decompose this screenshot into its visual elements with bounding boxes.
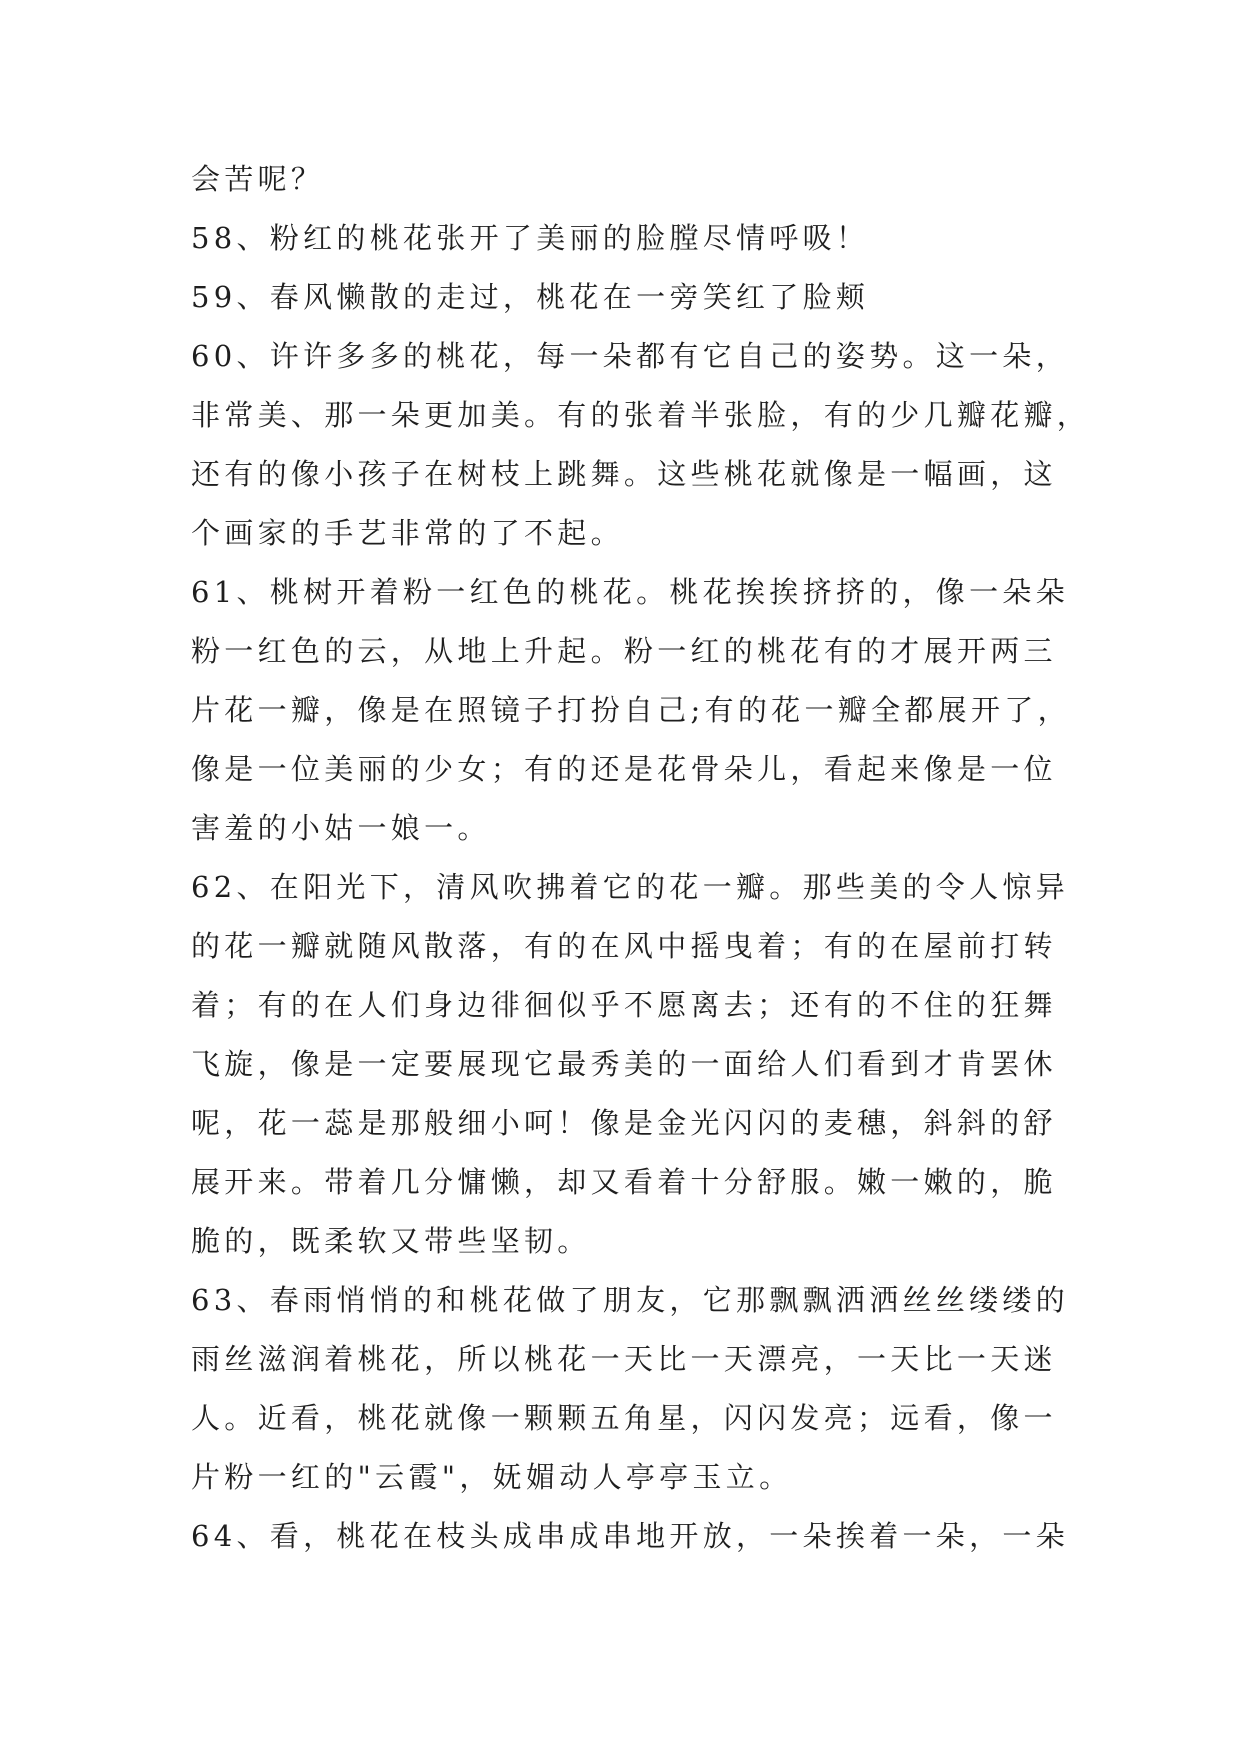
text-line: 60、许许多多的桃花，每一朵都有它自己的姿势。这一朵， <box>191 339 1070 373</box>
text-line: 64、看，桃花在枝头成串成串地开放，一朵挨着一朵，一朵 <box>191 1519 1070 1553</box>
text-line: 飞旋，像是一定要展现它最秀美的一面给人们看到才肯罢休 <box>191 1047 1057 1081</box>
text-line: 害羞的小姑一娘一。 <box>191 811 491 845</box>
numbered-paragraph-58 <box>191 209 1241 268</box>
text-line: 59、春风懒散的走过，桃花在一旁笑红了脸颊 <box>191 280 870 314</box>
text-line: 个画家的手艺非常的了不起。 <box>191 516 624 550</box>
text-line: 脆的，既柔软又带些坚韧。 <box>191 1224 591 1258</box>
text-line: 呢，花一蕊是那般细小呵！像是金光闪闪的麦穗，斜斜的舒 <box>191 1106 1057 1140</box>
numbered-paragraph-59 <box>191 268 1241 327</box>
text-line: 着；有的在人们身边徘徊似乎不愿离去；还有的不住的狂舞 <box>191 988 1057 1022</box>
paragraph-continuation <box>191 150 1241 209</box>
numbered-paragraph-61 <box>191 563 1241 858</box>
text-line: 粉一红色的云，从地上升起。粉一红的桃花有的才展开两三 <box>191 634 1057 668</box>
text-line: 61、桃树开着粉一红色的桃花。桃花挨挨挤挤的，像一朵朵 <box>191 575 1070 609</box>
text-line: 片花一瓣，像是在照镜子打扮自己;有的花一瓣全都展开了， <box>191 693 1071 727</box>
text-line: 62、在阳光下，清风吹拂着它的花一瓣。那些美的令人惊异 <box>191 870 1070 904</box>
text-line: 63、春雨悄悄的和桃花做了朋友，它那飘飘洒洒丝丝缕缕的 <box>191 1283 1070 1317</box>
text-line: 58、粉红的桃花张开了美丽的脸膛尽情呼吸！ <box>191 221 870 255</box>
text-line: 人。近看，桃花就像一颗颗五角星，闪闪发亮；远看，像一 <box>191 1401 1057 1435</box>
text-line: 片粉一红的"云霞"，妩媚动人亭亭玉立。 <box>191 1460 793 1494</box>
text-line: 非常美、那一朵更加美。有的张着半张脸，有的少几瓣花瓣， <box>191 398 1091 432</box>
numbered-paragraph-62 <box>191 858 1241 1271</box>
text-line: 雨丝滋润着桃花，所以桃花一天比一天漂亮，一天比一天迷 <box>191 1342 1057 1376</box>
text-line: 展开来。带着几分慵懒，却又看着十分舒服。嫩一嫩的，脆 <box>191 1165 1057 1199</box>
text-line: 像是一位美丽的少女；有的还是花骨朵儿，看起来像是一位 <box>191 752 1057 786</box>
numbered-paragraph-63 <box>191 1271 1241 1507</box>
text-line: 还有的像小孩子在树枝上跳舞。这些桃花就像是一幅画，这 <box>191 457 1057 491</box>
text-line: 会苦呢？ <box>191 162 325 196</box>
numbered-paragraph-64 <box>191 1507 1241 1566</box>
numbered-paragraph-60 <box>191 327 1241 563</box>
text-line: 的花一瓣就随风散落，有的在风中摇曳着；有的在屋前打转 <box>191 929 1057 963</box>
